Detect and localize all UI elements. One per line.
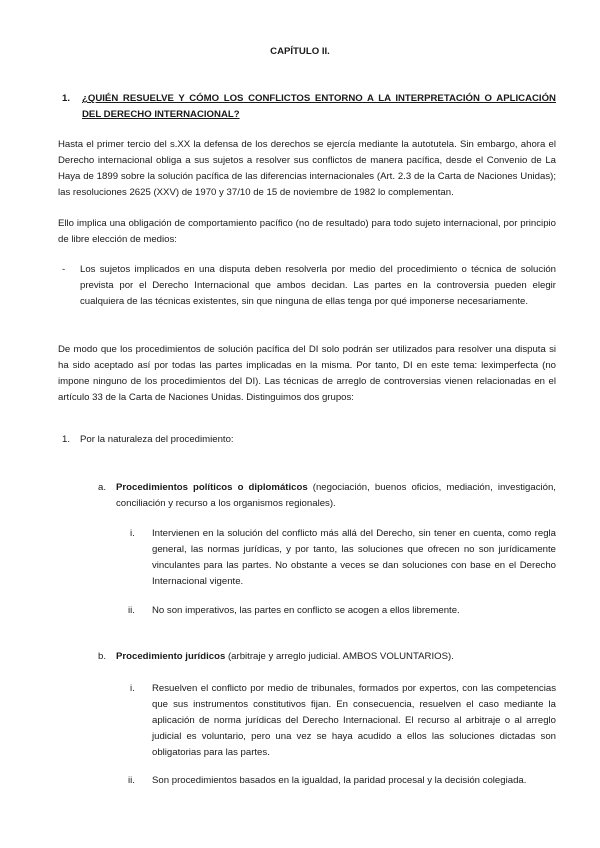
section-number: 1.: [62, 93, 71, 104]
item-b-sub-ii-text: Son procedimientos basados en la igualdad, la paridad procesal y la decisión colegiada.: [152, 775, 527, 786]
list-item-1: Por la naturaleza del procedimiento:: [80, 434, 234, 445]
item-b-marker: b.: [98, 651, 107, 662]
item-b-text: [116, 649, 556, 665]
item-a-sub-ii-marker: ii.: [128, 605, 135, 616]
list-marker-1: 1.: [62, 434, 71, 445]
item-a-sub-ii-text: No son imperativos, las partes en conflicto se acogen a ellos libremente.: [152, 605, 460, 616]
paragraph-autotutela: Hasta el primer tercio del s.XX la defensa de los derechos se ejercía mediante la autotutela. Sin embargo, ahora el Derecho internacional obliga a sus sujetos a resolver sus conflictos de manera pacífica, desde el Convenio de La Haya de 1899 sobre la solución pacífica de las diferencias internacionales (Art. 2.3 de la Carta de Naciones Unidas); las resoluciones 2625 (XXV) de 1970 y 37/10 de 15 de noviembre de 1982 lo complementan.: [58, 139, 556, 198]
bullet-marker: -: [62, 264, 66, 275]
item-b-sub-i-marker: i.: [130, 683, 135, 694]
item-b-sub-ii-marker: ii.: [128, 775, 135, 786]
section-title: ¿QUIÉN RESUELVE Y CÓMO LOS CONFLICTOS ENTORNO A LA INTERPRETACIÓN O APLICACIÓN DEL DERECHO INTERNACIONAL?: [82, 93, 556, 120]
item-b-title: Procedimiento jurídicos: [116, 651, 226, 662]
item-a-sub-i-text: Intervienen en la solución del conflicto más allá del Derecho, sin tener en cuenta, como regla general, las normas jurídicas, y por tanto, las soluciones que ofrecen no son jurídicamente vinculantes para las partes. No obstante a veces se dan soluciones con base en el Derecho Internacional vigente.: [152, 528, 556, 587]
item-a-sub-i-marker: i.: [130, 528, 135, 539]
paragraph-obligacion: Ello implica una obligación de comportamiento pacífico (no de resultado) para todo sujeto internacional, por principio de libre elección de medios:: [58, 218, 556, 245]
item-a-text: [116, 480, 556, 512]
bullet-text: Los sujetos implicados en una disputa deben resolverla por medio del procedimiento o técnica de solución prevista por el Derecho Internacional que ambos decidan. Las partes en la controversia pueden elegir cualquiera de las técnicas existentes, sin que ninguna de ellas tenga por qué imponerse necesariamente.: [80, 264, 556, 307]
item-b-description: (arbitraje y arreglo judicial. AMBOS VOLUNTARIOS).: [225, 651, 454, 662]
paragraph-procedimientos: De modo que los procedimientos de solución pacífica del DI solo podrán ser utilizados para resolver una disputa si ha sido aceptado así por todas las partes implicadas en la misma. Por tanto, DI en este tema: leximperfecta (no impone ninguno de los procedimientos del DI). Las técnicas de arreglo de controversias vienen relacionadas en el artículo 33 de la Carta de Naciones Unidas. Distinguimos dos grupos:: [58, 344, 556, 403]
chapter-title: CAPÍTULO II.: [270, 46, 330, 57]
item-b-sub-i-text: Resuelven el conflicto por medio de tribunales, formados por expertos, con las competencias que sus instrumentos constitutivos fijan. En consecuencia, resuelven el caso mediante la aplicación de norma jurídicas del Derecho Internacional. El recurso al arbitraje o al arreglo judicial es voluntario, pero una vez se haya acudido a ellos las soluciones dictadas son obligatorias para las partes.: [152, 683, 556, 758]
item-a-marker: a.: [98, 482, 107, 493]
item-a-description: (negociación, buenos oficios, mediación, investigación, conciliación y recurso a los organismos regionales).: [116, 482, 556, 509]
item-a-title: Procedimientos políticos o diplomáticos: [116, 482, 308, 493]
